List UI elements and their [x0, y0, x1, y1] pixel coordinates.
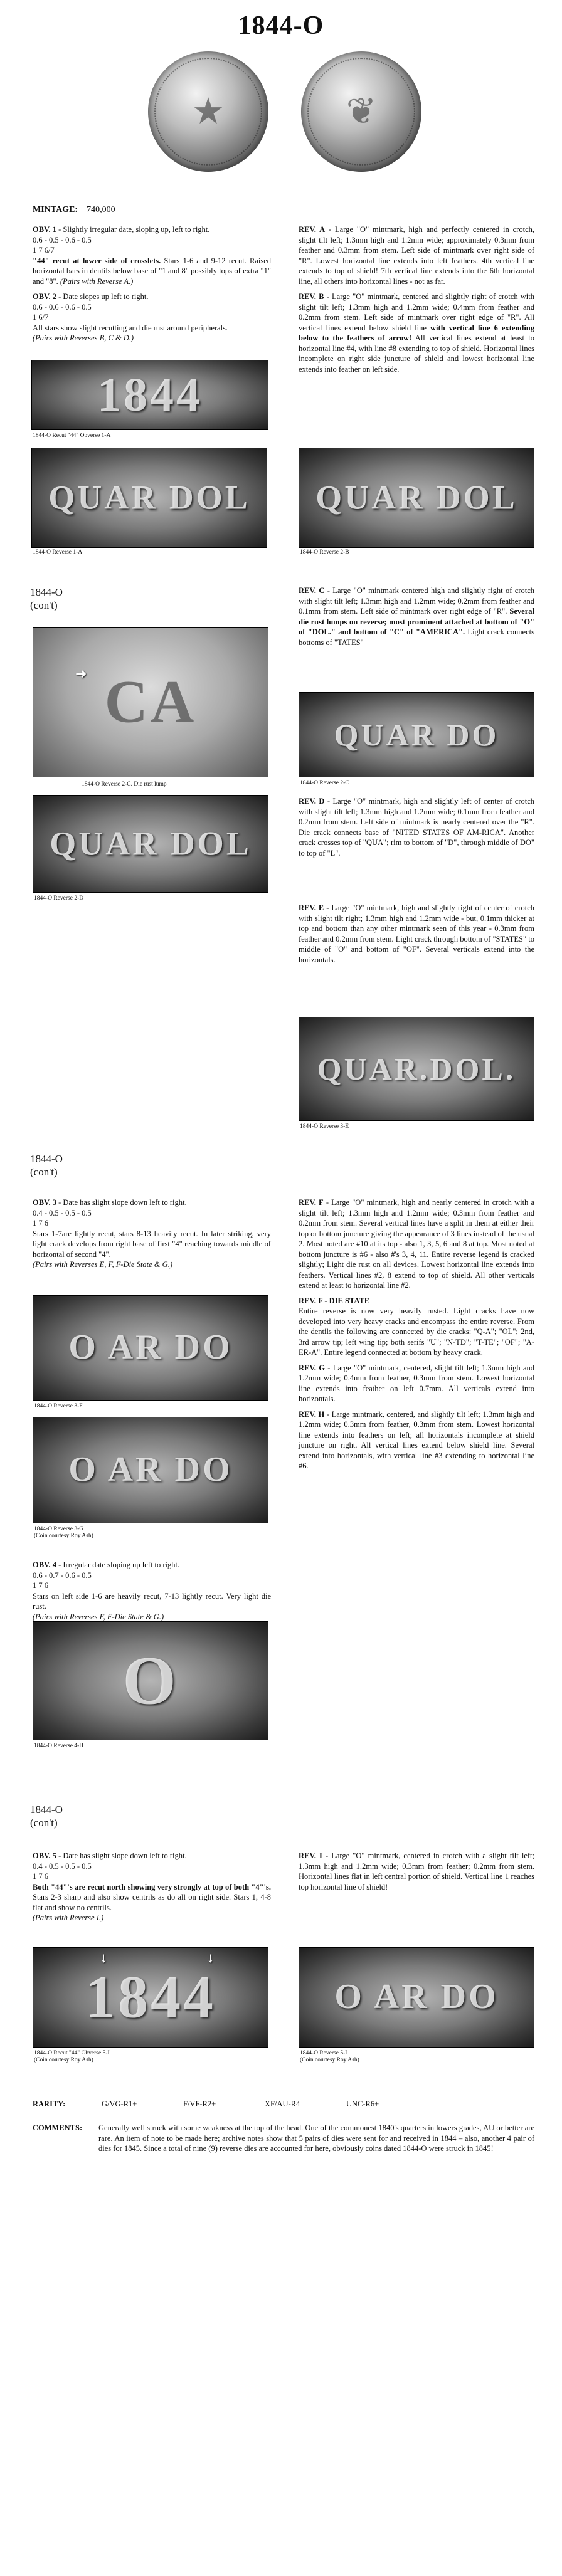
section-header-3: 1844-O (con't): [30, 1153, 63, 1179]
photo-reverse-4h: O: [33, 1621, 268, 1740]
photo-reverse-2b: QUAR DOL: [299, 448, 534, 548]
coin-rim-ring: [154, 58, 262, 166]
obv1-rpm: 0.6 - 0.5 - 0.6 - 0.5: [33, 235, 92, 244]
page-title: 1844-O: [238, 11, 324, 40]
photo-reverse-5i: O AR DO: [299, 1947, 534, 2048]
revg-head: REV. G: [299, 1363, 325, 1372]
caption-reverse-2d: 1844-O Reverse 2-D: [34, 895, 84, 902]
eagle-icon: ❦: [346, 90, 377, 132]
rarity-unc: UNC-R6+: [346, 2100, 379, 2108]
revd-head: REV. D: [299, 797, 325, 806]
caption-reverse-3f: 1844-O Reverse 3-F: [34, 1403, 83, 1409]
obv5-highlight: Both "44"'s are recut north showing very strongly at top of both "4"'s.: [33, 1882, 271, 1891]
caption-reverse-5i: 1844-O Reverse 5-I (Coin courtesy Roy Ash): [300, 2050, 359, 2064]
mintage-value: 740,000: [87, 205, 115, 214]
obv4-head: OBV. 4: [33, 1560, 56, 1569]
obverse-5-block: OBV. 5 - Date has slight slope down left to right. 0.4 - 0.5 - 0.5 - 0.5 1 7 6 Both "44"'s are recut north showing very strongly at top of both "4"'s. Stars 2-3 sharp and also show centrils as do all on right side. Stars 1, 4-8 flat and show no centrils. (Pairs with Reverse I.): [33, 1851, 271, 1922]
photo-reverse-3f: O AR DO: [33, 1295, 268, 1401]
reverse-f-g-h-block: REV. F - Large "O" mintmark, high and nearly centered in crotch with a slight tilt left; 1.3mm high and 1.2mm wide; 0.3mm from feather and 0.2mm from stem. Several vertical lines have a split in them at either their top or bottom juncture giving the appearance of 3 lines instead of the usual 2. Most noted are #10 at its top - also 1, 3, 5, 6 and 8 at top. Most noted at bottom juncture is #6 - also #'s 3, 4, 11. Entire reverse legend is cracked slightly; Light die rust on all devices. Lowest horizontal line extends into feathers. Vertical lines #2, 8 extend to top of shield. All other verticals extend at least to horizontal line #2. REV. F - DIE STATE Entire reverse is now very heavily rusted. Light cracks have now developed into very heavy cracks and encompass the entire reverse. From the dentils the following are connected by die cracks: "Q-A"; "OL"; 2nd, 3rd arrow tip; left wing tip; both serifs "U"; "N-TD"; "T-TE"; "OF"; "A-ER-A". Entire legend connected at bottom by heavy crack. REV. G - Large "O" mintmark, centered, slight tilt left; 1.3mm high and 1.2mm wide; 0.4mm from feather, 0.3mm from stem. Lowest horizontal line extends into feather on left 0.7mm. All verticals extend into horizontals. REV. H - Large mintmark, centered, and slightly tilt left; 1.3mm high and 1.2mm wide; 0.3mm from feather, 0.3mm from stem. Lowest horizontal line extends into feathers on left; all horizontals incomplete at shield juncture on right. All vertical lines extend below shield line. Several extend into horizontals, with vertical line #3 extending to horizontal line #6.: [299, 1198, 535, 1470]
comments-block: [33, 2123, 534, 2154]
reve-head: REV. E: [299, 903, 324, 912]
reverse-a-b-block: REV. A - Large "O" mintmark, high and perfectly centered in crotch, slight tilt left; 1.3mm high and 1.2mm wide; approximately 0.3mm from feather and 0.3mm from stem. Left side of mintmark over right side of "R". Lowest horizontal line extends into left feathers. 4th vertical line extends to top of shield! 7th vertical line extends into the 6th horizontal line, all others into horizontal lines - not as far. REV. B - Large "O" mintmark, centered and slightly right of crotch with slight tilt left; 1.3mm high and 1.2mm wide; 0.4mm from feather and 0.2mm from stem. Left side of mintmark over right edge of "R". All vertical lines extend below shield line with vertical line 6 extending below to the feathers of arrow! All vertical lines extend at least to horizontal line #4, with line #8 extending to top of shield. Horizontal lines incomplete on right side juncture of shield and lowest horizontal line extends into feather on left side.: [299, 225, 534, 374]
reverse-c-block: REV. C - Large "O" mintmark centered high and slightly right of crotch with slight tilt left; 1.3mm high and 1.2mm wide; 0.2mm from feather and 0.1mm from stem. Left side of mintmark over right edge of "R". Several die rust lumps on reverse; most prominent attached at bottom of "O" of "DOL." and bottom of "C" of "AMERICA". Light crack connects bottoms of "TATES": [299, 586, 534, 647]
obv1-pairing: (Pairs with Reverse A.): [60, 276, 134, 286]
obv5-rpm: 0.4 - 0.5 - 0.5 - 0.5: [33, 1861, 92, 1871]
obv5-head: OBV. 5: [33, 1851, 56, 1860]
obv2-rpm: 0.6 - 0.6 - 0.6 - 0.5: [33, 302, 92, 312]
obv3-pairing: (Pairs with Reverses E, F, F-Die State & G.): [33, 1260, 172, 1269]
arrow-icon: ➜: [75, 666, 87, 681]
obv3-rpm: 0.4 - 0.5 - 0.5 - 0.5: [33, 1208, 92, 1217]
caption-obverse-5i: 1844-O Recut "44" Obverse 5-I (Coin courtesy Roy Ash): [34, 2050, 110, 2064]
photo-obverse-1a: 1844: [31, 360, 268, 430]
photo-reverse-3e: QUAR.DOL.: [299, 1017, 534, 1121]
mintage-label: MINTAGE:: [33, 205, 78, 214]
obverse-1-block: OBV. 1 - Slightly irregular date, sloping up, left to right. 0.6 - 0.5 - 0.6 - 0.5 1 7 6/7 "44" recut at lower side of crosslets. Stars 1-6 and 9-12 recut. Raised horizontal bars in dentils below base of "1 and 8" possibly tops of extra "1" and "8". (Pairs with Reverse A.) OBV. 2 - Date slopes up left to right. 0.6 - 0.6 - 0.6 - 0.5 1 6/7 All stars show slight recutting and die rust around peripherals. (Pairs with Reverses B, C & D.): [33, 225, 271, 342]
section-header-2: 1844-O (con't): [30, 586, 63, 612]
rarity-label: RARITY:: [33, 2100, 66, 2108]
caption-reverse-3e: 1844-O Reverse 3-E: [300, 1123, 349, 1130]
obv2-head: OBV. 2: [33, 292, 56, 301]
arrow-down-icon: ↓: [100, 1950, 107, 1965]
revc-head: REV. C: [299, 586, 325, 595]
revb-head: REV. B: [299, 292, 324, 301]
obv1-highlight: "44" recut at lower side of crosslets.: [33, 256, 161, 265]
mintage: [33, 204, 115, 216]
reva-head: REV. A: [299, 225, 326, 234]
rarity-row: [33, 2099, 534, 2110]
photo-reverse-2c: QUAR DO: [299, 692, 534, 777]
caption-reverse-2c: 1844-O Reverse 2-C: [300, 780, 349, 786]
photo-reverse-2d: QUAR DOL: [33, 795, 268, 893]
revh-head: REV. H: [299, 1409, 325, 1419]
caption-reverse-3g: 1844-O Reverse 3-G (Coin courtesy Roy Ash): [34, 1526, 93, 1540]
obv3-gr: 1 7 6: [33, 1219, 48, 1228]
seated-liberty-icon: ★: [192, 90, 225, 132]
section-header-4: 1844-O (con't): [30, 1804, 63, 1829]
rarity-f-vf: F/VF-R2+: [183, 2100, 216, 2108]
obv4-rpm: 0.6 - 0.7 - 0.6 - 0.5: [33, 1570, 92, 1580]
photo-obverse-5i: 1844: [33, 1947, 268, 2048]
obv3-head: OBV. 3: [33, 1198, 56, 1207]
caption-reverse-2b: 1844-O Reverse 2-B: [300, 549, 349, 555]
obv4-pairing: (Pairs with Reverses F, F-Die State & G.): [33, 1612, 164, 1621]
revi-head: REV. I: [299, 1851, 322, 1860]
revf-head: REV. F: [299, 1198, 324, 1207]
reverse-d-block: REV. D - Large "O" mintmark, high and slightly left of center of crotch with slight tilt left; 1.3mm high and 1.2mm wide; 0.1mm from feather and 0.2mm from stem. Left side of mintmark is nearly centered over the "R". Die crack connects base of "NITED STATES OF AM-RICA". Another crack crosses top of "QUA"; rim to bottom of "D", through middle of DO" to top of "L".: [299, 797, 535, 858]
obverse-4-block: OBV. 4 - Irregular date sloping up left to right. 0.6 - 0.7 - 0.6 - 0.5 1 7 6 Stars on left side 1-6 are heavily recut, 7-13 lightly recut. Very light die rust. (Pairs with Reverses F, F-Die State & G.): [33, 1560, 271, 1621]
caption-obverse-1a: 1844-O Recut "44" Obverse 1-A: [33, 433, 111, 439]
arrow-down-icon: ↓: [207, 1950, 214, 1965]
caption-reverse-2c-detail: 1844-O Reverse 2-C. Die rust lump: [82, 781, 167, 787]
caption-reverse-1a: 1844-O Reverse 1-A: [33, 549, 83, 555]
rarity-xf-au: XF/AU-R4: [265, 2100, 300, 2108]
comments-text: Generally well struck with some weakness at the top of the head. One of the commonest 1840's quarters in lowers grades, AU or better are rare. An item of note to be made here; archive notes show that 5 pairs of dies were sent for and received in 1844 – also, another 4 pair of dies for 1845. Since a total of nine (9) reverse dies are accounted for here, obviously coins dated 1844-O were struck in 1845!: [98, 2123, 534, 2153]
obv2-pairing: (Pairs with Reverses B, C & D.): [33, 334, 134, 342]
obv1-gr: 1 7 6/7: [33, 246, 55, 255]
photo-reverse-2c-detail: CA: [33, 627, 268, 777]
rarity-g-vg: G/VG-R1+: [102, 2100, 137, 2108]
obv1-head: OBV. 1: [33, 225, 56, 234]
reverse-coin-image: [301, 51, 422, 172]
reverse-i-block: REV. I - Large "O" mintmark, centered in crotch with a slight tilt left; 1.3mm high and 1.2mm wide; 0.3mm from feather; 0.2mm from stem. Horizontal lines flat in left central portion of shield. Vertical line 1 reaches top horizontal line of shield!: [299, 1851, 534, 1891]
coin-rim-ring: [307, 58, 415, 166]
reverse-e-block: REV. E - Large "O" mintmark, high and slightly right of center of crotch with slight tilt right; 1.3mm high and 1.2mm wide - but, 0.1mm thicker at top and bottom than any other mintmark seen of this year - 0.3mm from feather and 0.2mm from stem. Light crack through bottom of "STATES" to middle of "O" and bottom of "OF". Several verticals extend into the horizontals.: [299, 903, 535, 964]
caption-reverse-4h: 1844-O Reverse 4-H: [34, 1743, 84, 1749]
obv2-gr: 1 6/7: [33, 313, 49, 322]
obv4-gr: 1 7 6: [33, 1581, 48, 1590]
obv5-pairing: (Pairs with Reverse I.): [33, 1913, 104, 1922]
comments-label: COMMENTS:: [33, 2123, 83, 2132]
photo-reverse-1a: QUAR DOL: [31, 448, 267, 548]
obverse-3-block: OBV. 3 - Date has slight slope down left to right. 0.4 - 0.5 - 0.5 - 0.5 1 7 6 Stars 1-7are lightly recut, stars 8-13 heavily recut. In later striking, very light crack develops from right base of first "4" reaching towards middle of horizontal of second "4". (Pairs with Reverses E, F, F-Die State & G.): [33, 1198, 271, 1269]
photo-reverse-3g: O AR DO: [33, 1417, 268, 1523]
obverse-coin-image: [148, 51, 268, 172]
revf-die-state-head: REV. F - DIE STATE: [299, 1296, 370, 1305]
obv5-gr: 1 7 6: [33, 1872, 48, 1881]
